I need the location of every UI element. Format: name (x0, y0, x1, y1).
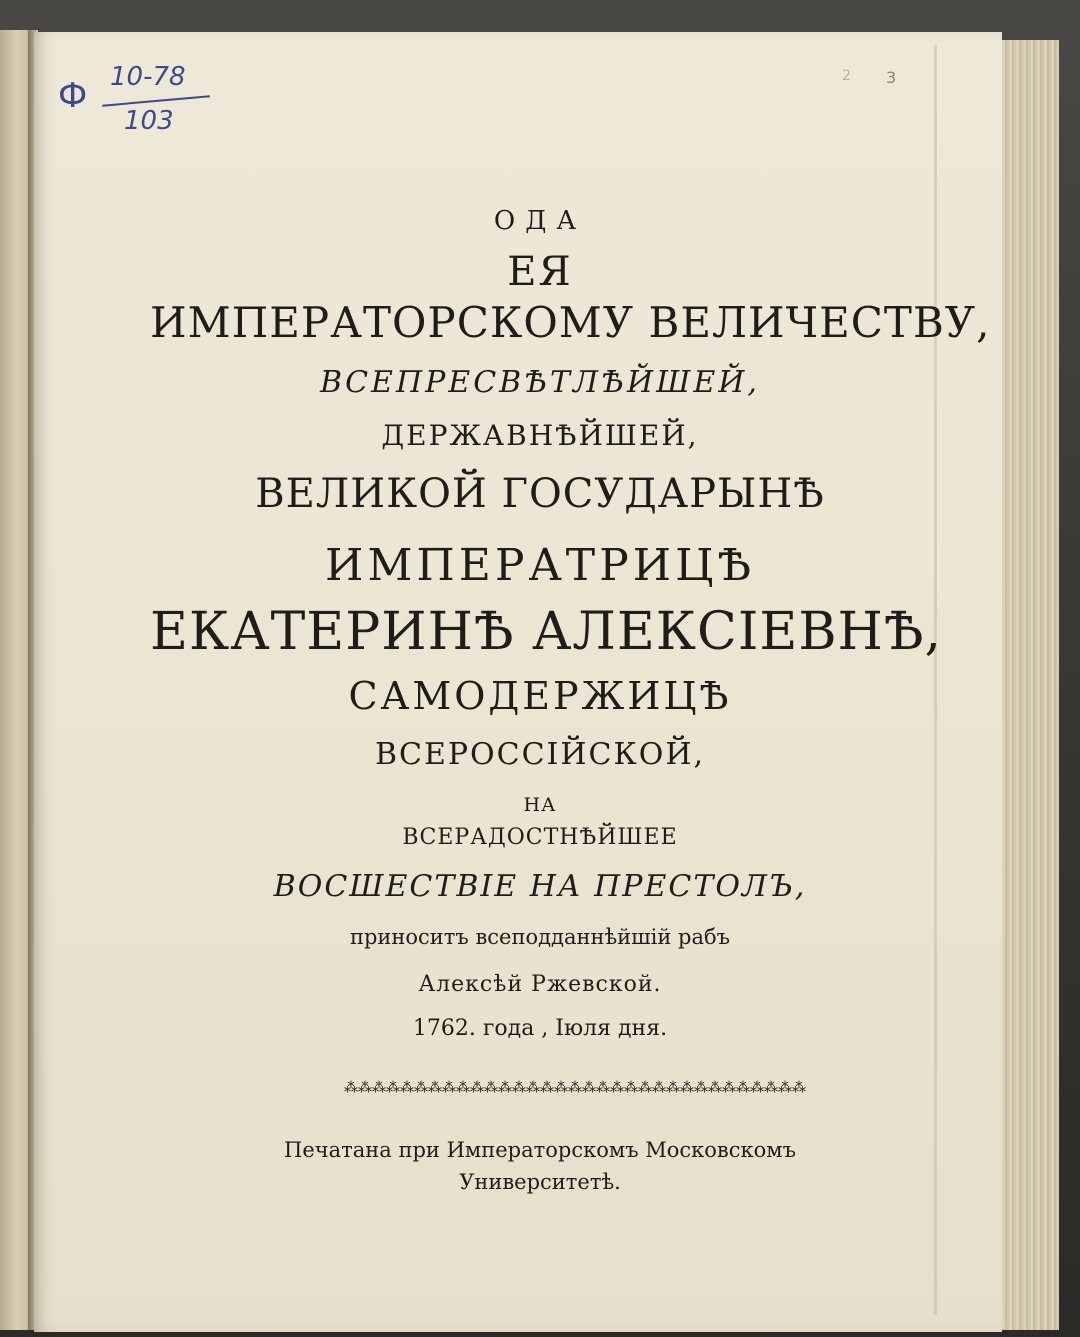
title-most-joyful: ВСЕРАДОСТНѢЙШЕЕ (402, 825, 678, 850)
imprint-printed-at: Печатана при Императорскомъ Московскомъ (284, 1138, 796, 1162)
title-oda: ОДА (493, 206, 587, 236)
shelfmark-prefix: Ф (58, 76, 88, 116)
ornament-rule: ⁂⁂⁂⁂⁂⁂⁂⁂⁂⁂⁂⁂⁂⁂⁂⁂⁂⁂⁂⁂⁂⁂⁂⁂⁂⁂⁂⁂⁂⁂⁂⁂⁂ (344, 1080, 806, 1096)
shelfmark-fraction-line (102, 95, 210, 106)
title-all-russian: ВСЕРОССІЙСКОЙ, (374, 737, 706, 772)
page-stack-edges (1000, 40, 1059, 1330)
title-imperial-majesty: ИМПЕРАТОРСКОМУ ВЕЛИЧЕСТВУ, (150, 298, 991, 347)
author-name: Алексѣй Ржевской. (418, 972, 662, 997)
title-autocrat: САМОДЕРЖИЦѢ (348, 674, 732, 718)
title-empress: ИМПЕРАТРИЦѢ (324, 540, 756, 591)
left-page-edge (0, 30, 31, 1330)
publication-date: 1762. года , Іюля дня. (412, 1016, 668, 1041)
title-great-sovereign: ВЕЛИКОЙ ГОСУДАРЫНѢ (255, 471, 825, 517)
title-na: НА (523, 794, 557, 816)
library-shelfmark (58, 62, 218, 142)
title-eya: ЕЯ (507, 249, 573, 295)
imprint-university: Университетѣ. (459, 1170, 621, 1194)
title-accession: ВОСШЕСТВІЕ НА ПРЕСТОЛЪ, (273, 869, 807, 904)
pencil-page-number: 3 (886, 68, 897, 87)
page-fold (934, 45, 937, 1315)
shelfmark-numerator: 10-78 (110, 62, 186, 92)
title-most-sovereign: ДЕРЖАВНѢЙШЕЙ, (381, 419, 699, 452)
title-ekaterina: ЕКАТЕРИНѢ АЛЕКСІЕВНѢ, (150, 602, 943, 662)
title-presented-by: приноситъ всеподданнѣйшій рабъ (349, 925, 731, 949)
shelfmark-denominator: 103 (124, 106, 174, 136)
title-most-serene: ВСЕПРЕСВѢТЛѢЙШЕЙ, (320, 365, 760, 400)
pencil-faint-number: 2 (842, 68, 851, 84)
